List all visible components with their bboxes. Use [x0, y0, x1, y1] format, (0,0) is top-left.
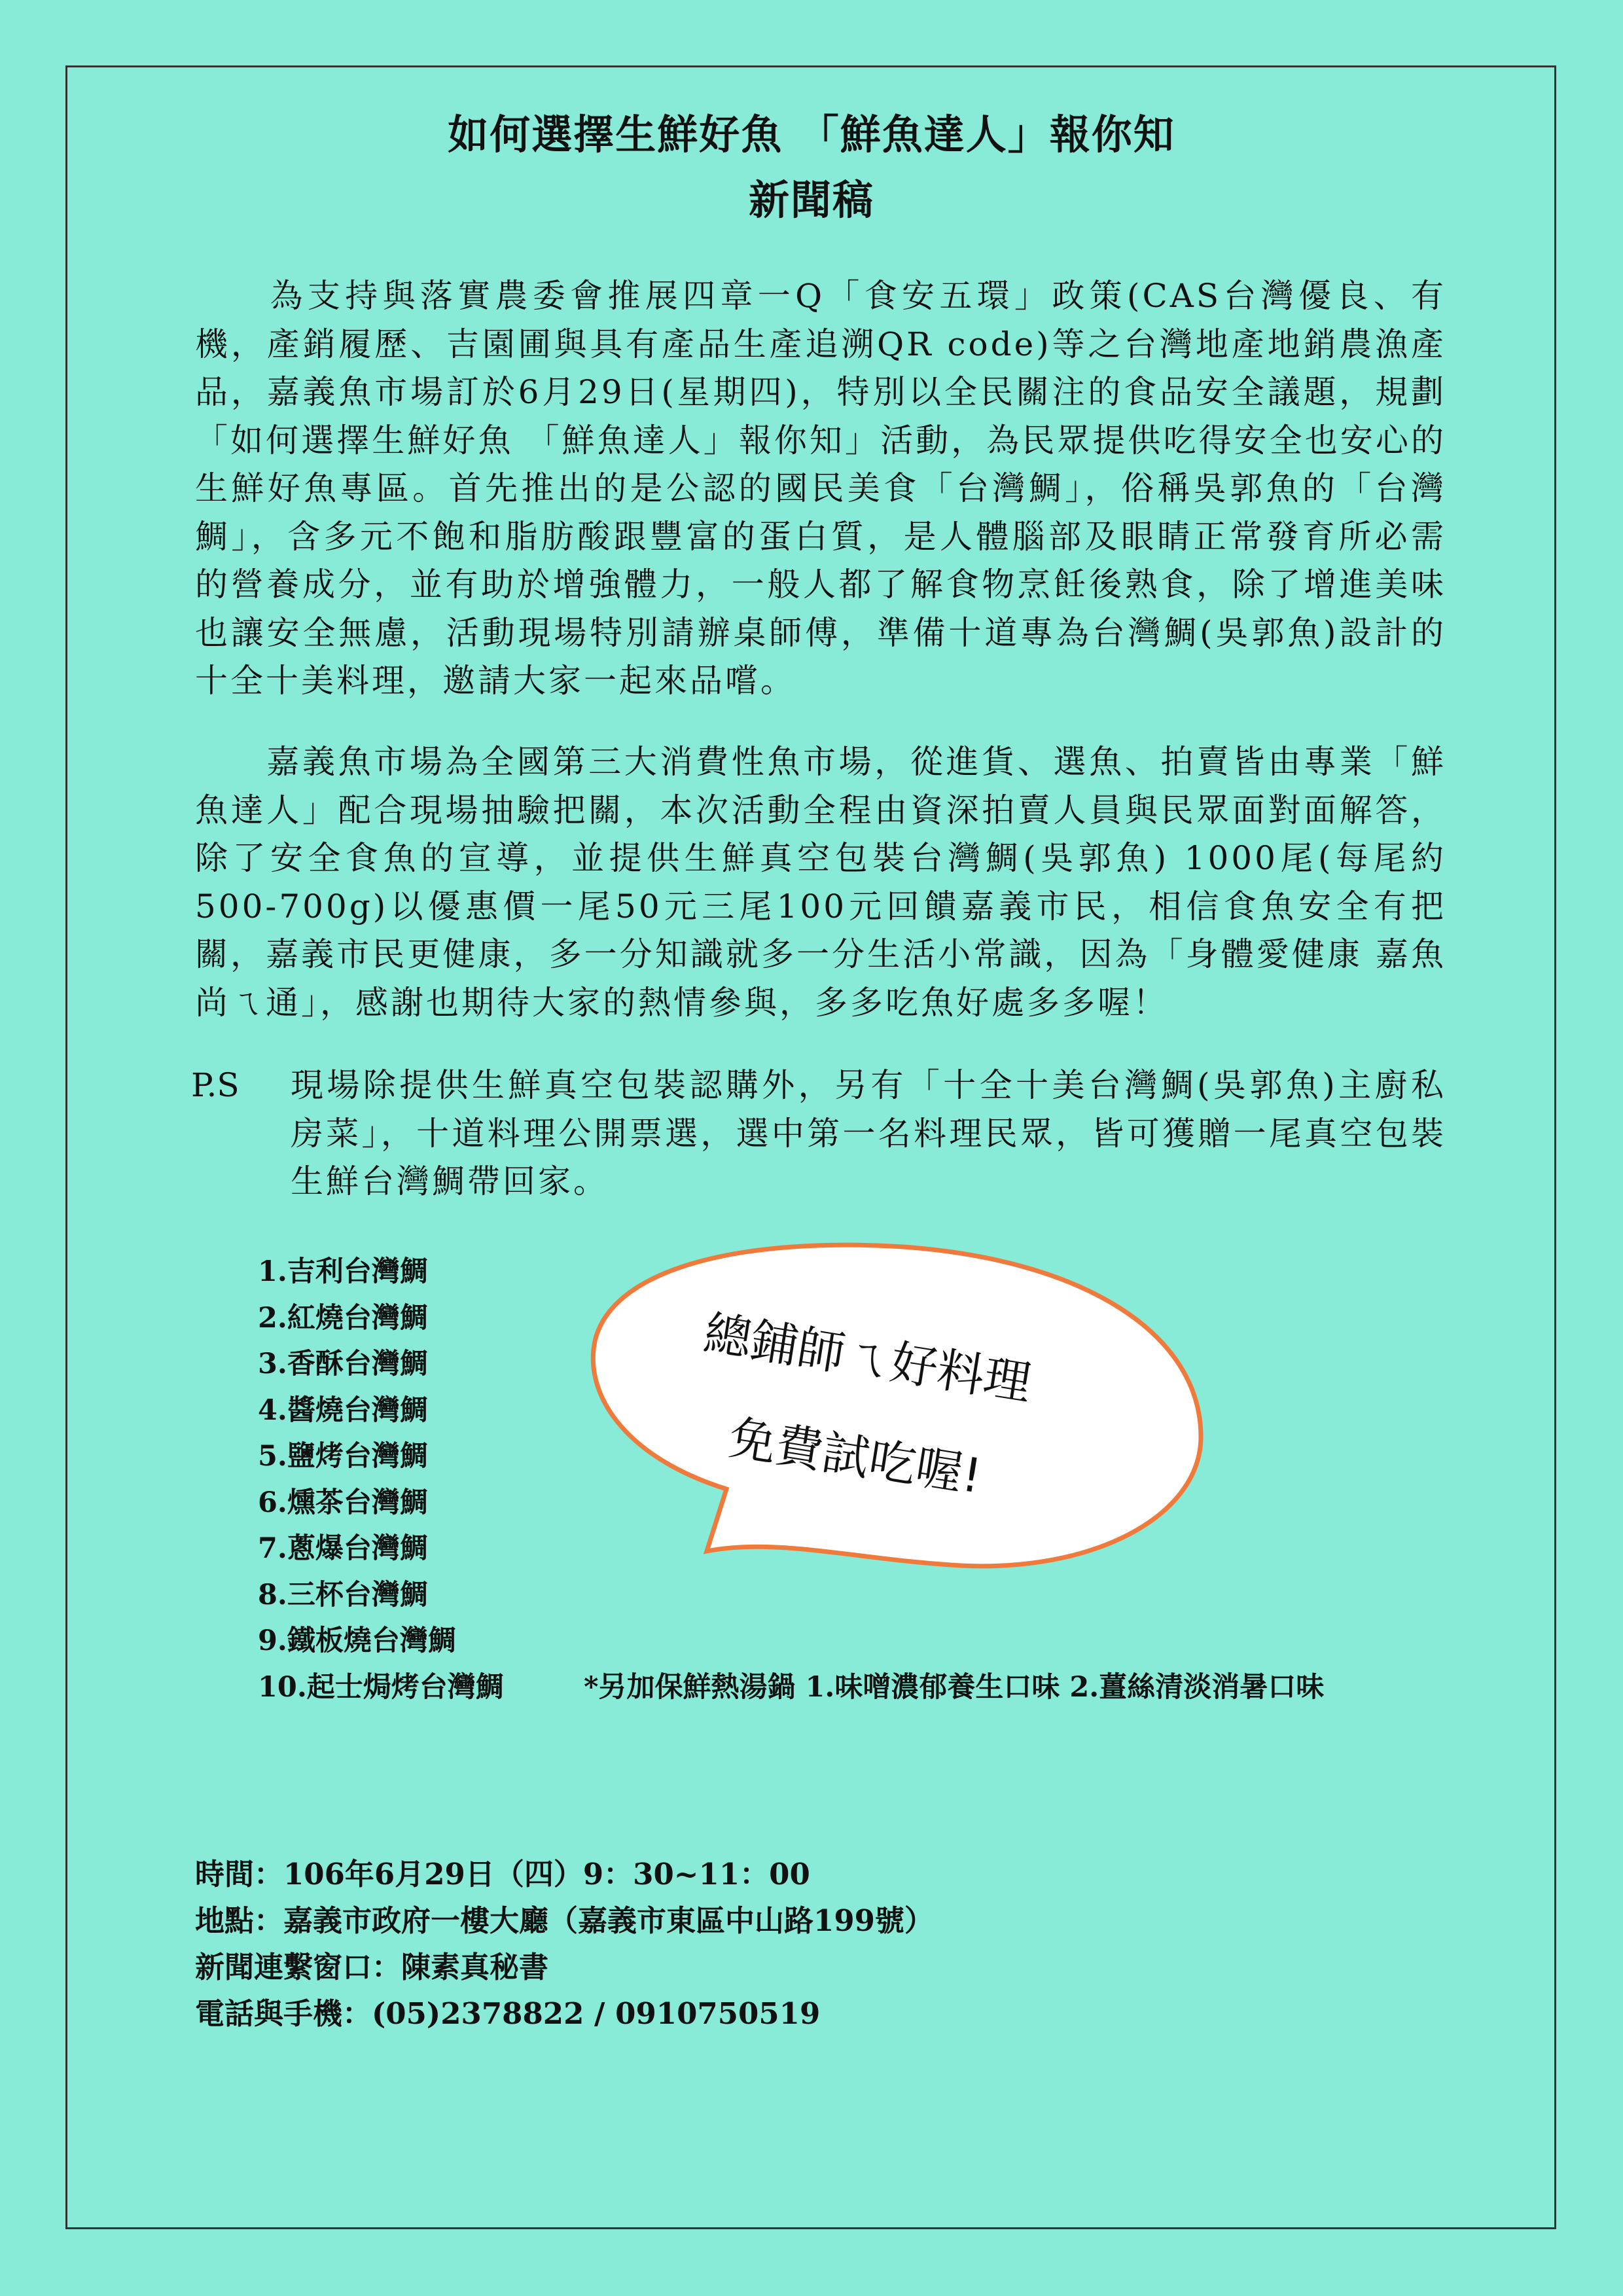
body-paragraph-2: 嘉義魚市場為全國第三大消費性魚市場，從進貨、選魚、拍賣皆由專業「鮮魚達人」配合現場抽驗把關，本次活動全程由資深拍賣人員與民眾面對面解答，除了安全食魚的宣導，並提供生鮮真空包裝台灣鯛(吳郭魚) 1000尾(每尾約500-700g)以優惠價一尾50元三尾100元回饋嘉義市民，相信食魚安全有把關，嘉義市民更健康，多一分知識就多一分生活小常識，因為「身體愛健康 嘉魚尚ㄟ通」，感謝也期待大家的熱情參與，多多吃魚好處多多喔！	[195, 743, 1446, 1022]
menu-item: 10.起士焗烤台灣鯛	[258, 1670, 504, 1704]
menu-item: 2.紅燒台灣鯛	[258, 1301, 428, 1335]
event-contact: 新聞連繫窗口：陳素真秘書	[195, 1950, 549, 1984]
menu-item: 1.吉利台灣鯛	[258, 1255, 428, 1288]
event-info	[195, 1851, 934, 2037]
menu-item: 8.三杯台灣鯛	[258, 1578, 428, 1611]
event-place: 地點：嘉義市政府一樓大廳（嘉義市東區中山路199號）	[195, 1903, 934, 1938]
soup-note: *另加保鮮熱湯鍋 1.味噌濃郁養生口味 2.薑絲清淡消暑口味	[584, 1671, 1325, 1704]
page-subtitle: 新聞稿	[748, 176, 874, 224]
bubble-text-line1: 總鋪師ㄟ好料理	[700, 1304, 1035, 1411]
speech-bubble-shape	[576, 1230, 1230, 1597]
menu-item: 9.鐵板燒台灣鯛	[258, 1624, 456, 1657]
event-phone: 電話與手機：(05)2378822 / 0910750519	[195, 1996, 821, 2031]
menu-item: 3.香酥台灣鯛	[258, 1348, 428, 1380]
event-time: 時間：106年6月29日（四）9：30~11：00	[195, 1857, 810, 1892]
body-paragraph-1: 為支持與落實農委會推展四章一Q「食安五環」政策(CAS台灣優良、有機，產銷履歷、吉園圃與具有產品生產追溯QR code)等之台灣地產地銷農漁產品，嘉義魚市場訂於6月29日(星期四)，特別以全民關注的食品安全議題，規劃「如何選擇生鮮好魚 「鮮魚達人」報你知」活動，為民眾提供吃得安全也安心的生鮮好魚專區。首先推出的是公認的國民美食「台灣鯛」，俗稱吳郭魚的「台灣鯛」，含多元不飽和脂肪酸跟豐富的蛋白質，是人體腦部及眼睛正常發育所必需的營養成分，並有助於增強體力，一般人都了解食物烹飪後熟食，除了增進美味也讓安全無慮，活動現場特別請辦桌師傅，準備十道專為台灣鯛(吳郭魚)設計的十全十美料理，邀請大家一起來品嚐。	[195, 277, 1446, 700]
menu-list	[258, 1249, 504, 1710]
bubble-text-line2: 免費試吃喔!	[725, 1409, 986, 1504]
page-title: 如何選擇生鮮好魚 「鮮魚達人」報你知	[448, 111, 1175, 158]
speech-bubble	[576, 1230, 1230, 1600]
menu-item: 7.蔥爆台灣鯛	[258, 1532, 428, 1565]
ps-text: 現場除提供生鮮真空包裝認購外，另有「十全十美台灣鯛(吳郭魚)主廚私房菜」，十道料理公開票選，選中第一名料理民眾，皆可獲贈一尾真空包裝生鮮台灣鯛帶回家。	[291, 1066, 1446, 1200]
menu-item: 5.鹽烤台灣鯛	[258, 1440, 428, 1473]
menu-item: 6.燻茶台灣鯛	[258, 1486, 428, 1519]
ps-label: P.S	[191, 1066, 240, 1104]
menu-item: 4.醬燒台灣鯛	[258, 1393, 428, 1427]
